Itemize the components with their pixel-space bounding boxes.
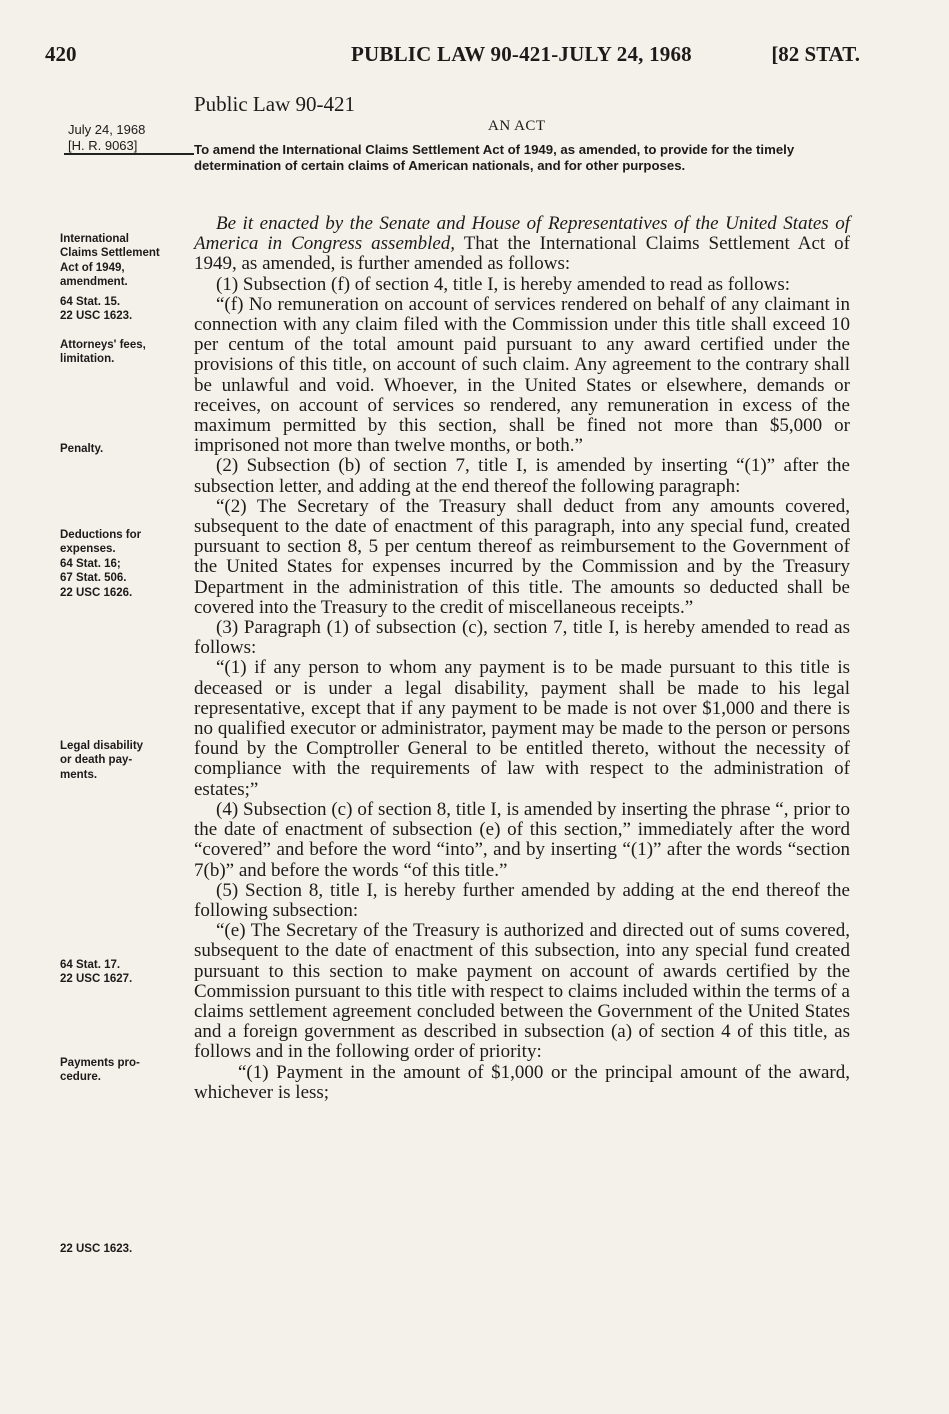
act-heading: AN ACT <box>488 118 546 134</box>
public-law-title: Public Law 90-421 <box>194 92 355 116</box>
margin-note-line: Legal disability <box>60 740 144 752</box>
running-title: PUBLIC LAW 90-421-JULY 24, 1968 <box>351 42 692 66</box>
paragraph-3: (3) Paragraph (1) of subsection (c), section 7, title I, is hereby amended to read as follows: <box>194 617 850 659</box>
date-note-date: July 24, 1968 <box>68 122 146 137</box>
margin-note-line: 64 Stat. 16; <box>60 557 121 570</box>
enacting-clause-rest: That the International Claims Settlement Act of 1949, as amended, is further amended as follows: <box>194 233 850 275</box>
margin-note-legal-disability <box>60 739 188 782</box>
margin-note-line: 22 USC 1627. <box>60 973 133 986</box>
margin-note-line: or death pay- <box>60 754 133 767</box>
margin-note-line: expenses. <box>60 543 116 556</box>
margin-note-line: 22 USC 1623. <box>60 1243 133 1255</box>
enacting-clause-italic: Be it enacted by the Senate and House of Representatives of the United States of America in Congress assembled, <box>194 213 850 255</box>
enacting-clause <box>194 214 850 275</box>
margin-note-claims-act <box>60 232 188 290</box>
paragraph-4: (4) Subsection (c) of section 8, title I, is amended by inserting the phrase “, prior to the date of enactment of subsection (e) of this section,” immediately after the word “covered” and before the word “into”, and by inserting “(1)” after the words “section 7(b)” and before the words “of this title.” <box>194 798 850 881</box>
margin-note-line: 22 USC 1623. <box>60 310 133 323</box>
margin-note-penalty <box>60 442 188 456</box>
paragraph-1: (1) Subsection (f) of section 4, title I, is hereby amended to read as follows: <box>216 273 791 295</box>
volume-reference: [82 STAT. <box>771 42 860 66</box>
margin-note-line: limitation. <box>60 353 115 366</box>
paragraph-subsection-2: “(2) The Secretary of the Treasury shall deduct from any amounts covered, subsequent to the date of enactment of this paragraph, into any special fund, created pursuant to section 8, 5 per centum thereof as reimbursement to the Government of the United States for expenses incurred by the Commission and by the Treasury Department in the administration of this title. The amounts so deducted shall be covered into the Treasury to the credit of miscellaneous receipts.” <box>194 495 850 618</box>
margin-note-line: ments. <box>60 768 98 781</box>
margin-note-citation-1623 <box>60 295 188 324</box>
paragraph-subsection-1: “(1) if any person to whom any payment is to be made pursuant to this title is deceased or is under a legal disability, payment shall be made to his legal representative, except that if any payment to be made is not over $1,000 and there is no qualified executor or administrator, payment may be made to the person or persons found by the Comptroller General to be entitled thereto, without the necessity of compliance with the requirements of law with respect to the administration of estates;” <box>194 657 850 800</box>
margin-note-deductions <box>60 528 188 600</box>
act-body <box>194 214 850 1103</box>
margin-note-line: amendment. <box>60 276 128 289</box>
margin-note-line: Attorneys' fees, <box>60 339 146 351</box>
paragraph-5: (5) Section 8, title I, is hereby further amended by adding at the end thereof the following subsection: <box>194 879 850 921</box>
margin-note-line: 67 Stat. 506. <box>60 572 127 585</box>
margin-note-line: 22 USC 1626. <box>60 586 133 599</box>
margin-note-line: 64 Stat. 15. <box>60 296 121 308</box>
paragraph-2: (2) Subsection (b) of section 7, title I, is amended by inserting “(1)” after the subsection letter, and adding at the end thereof the following paragraph: <box>194 455 850 497</box>
margin-note-line: Act of 1949, <box>60 261 125 274</box>
margin-note-line: Payments pro- <box>60 1057 140 1069</box>
date-note-bill: [H. R. 9063] <box>68 138 138 153</box>
paragraph-priority-1: “(1) Payment in the amount of $1,000 or the principal amount of the award, whichever is less; <box>194 1061 850 1103</box>
page-number: 420 <box>45 42 77 66</box>
margin-note-line: Penalty. <box>60 443 104 455</box>
summary-rule <box>64 153 194 155</box>
date-note <box>68 122 145 154</box>
page-header <box>45 42 860 72</box>
margin-note-attorneys-fees <box>60 338 188 367</box>
margin-note-citation-1623b <box>60 1242 188 1256</box>
margin-note-line: cedure. <box>60 1071 101 1084</box>
margin-note-line: Claims Settlement <box>60 247 160 260</box>
margin-note-line: Deductions for <box>60 529 142 541</box>
margin-note-payments-procedure <box>60 1056 188 1085</box>
paragraph-subsection-f: “(f) No remuneration on account of services rendered on behalf of any claimant in connection with any claim filed with the Commission under this title shall exceed 10 per centum of the total amount paid pursuant to any award certified under the provisions of this title, on account of such claim. Any agreement to the contrary shall be unlawful and void. Whoever, in the United States or elsewhere, demands or receives, on account of services so rendered, any remuneration in excess of the maximum permitted by this section, shall be fined not more than $5,000 or imprisoned not more than twelve months, or both.” <box>194 293 850 457</box>
paragraph-subsection-e: “(e) The Secretary of the Treasury is authorized and directed out of sums covered, subsequent to the date of enactment of this subsection, into any special fund created pursuant to this section to make payment on account of awards certified by the Commission pursuant to this title with respect to claims included within the terms of a claims settlement agreement concluded between the Government of the United States and a foreign government as described in subsection (a) of section 4 of this title, as follows and in the following order of priority: <box>194 920 850 1063</box>
margin-note-citation-1627 <box>60 958 188 987</box>
margin-note-line: International <box>60 233 130 245</box>
margin-note-line: 64 Stat. 17. <box>60 959 121 971</box>
act-summary: To amend the International Claims Settlement Act of 1949, as amended, to provide for the timely determination of certain claims of American nationals, and for other purposes. <box>194 142 795 173</box>
